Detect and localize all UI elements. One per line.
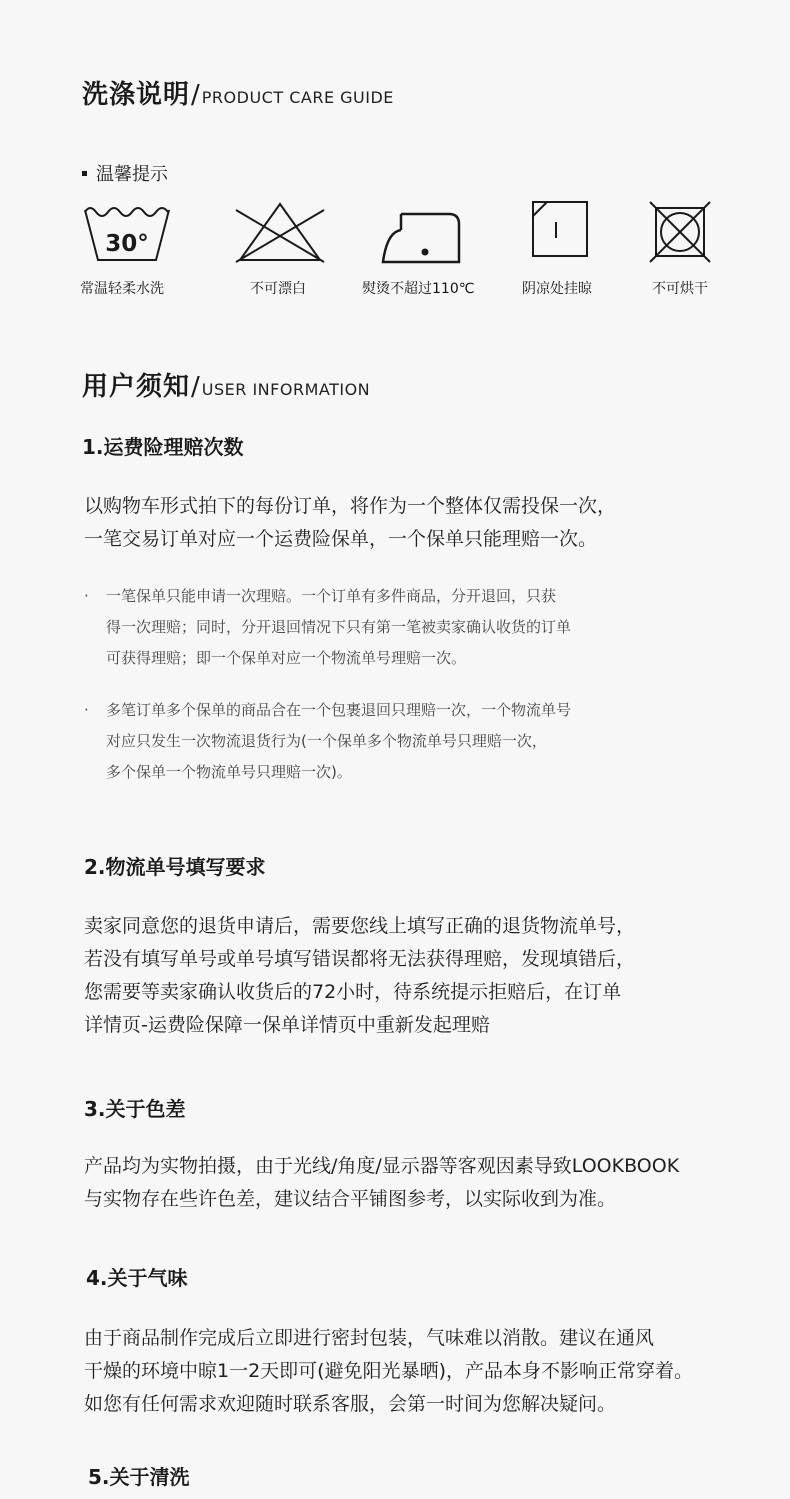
note-line: 可获得理赔；即一个保单对应一个物流单号理赔一次。	[106, 649, 467, 667]
section-5-title: 5.关于清洗	[88, 1465, 190, 1489]
paragraph-line: 干燥的环境中晾1一2天即可(避免阳光暴晒)，产品本身不影响正常穿着。	[84, 1360, 694, 1382]
section-3-title: 3.关于色差	[84, 1097, 186, 1121]
paragraph-line: 以购物车形式拍下的每份订单，将作为一个整体仅需投保一次，	[84, 495, 617, 517]
user-info-title-en: USER INFORMATION	[201, 380, 371, 399]
paragraph-line: 卖家同意您的退货申请后，需要您线上填写正确的退货物流单号，	[84, 915, 636, 937]
paragraph-line: 若没有填写单号或单号填写错误都将无法获得理赔，发现填错后，	[84, 948, 636, 970]
paragraph-line: 如您有任何需求欢迎随时联系客服，会第一时间为您解决疑问。	[84, 1393, 617, 1415]
paragraph-line: 与实物存在些许色差，建议结合平铺图参考，以实际收到为准。	[84, 1188, 617, 1210]
user-info-title: 用户须知/USER INFORMATION	[82, 372, 371, 402]
note-line: 多笔订单多个保单的商品合在一个包裹退回只理赔一次，一个物流单号	[106, 701, 572, 719]
line-dry-shade-icon	[531, 200, 591, 260]
note-line: 多个保单一个物流单号只理赔一次)。	[106, 763, 352, 781]
no-tumble-dry-icon	[648, 200, 712, 264]
section-2-paragraph	[84, 910, 635, 1042]
section-1-note-2	[84, 695, 571, 788]
iron-low-icon	[379, 200, 465, 264]
section-1-title: 1.运费险理赔次数	[82, 435, 244, 459]
wash-30-icon	[82, 200, 172, 262]
note-line: 一笔保单只能申请一次理赔。一个订单有多件商品，分开退回，只获	[106, 587, 557, 605]
paragraph-line: 产品均为实物拍摄，由于光线/角度/显示器等客观因素导致LOOKBOOK	[84, 1155, 680, 1177]
section-4-title: 4.关于气味	[86, 1266, 188, 1290]
paragraph-line: 您需要等卖家确认收货后的72小时，待系统提示拒赔后，在订单	[84, 981, 622, 1003]
paragraph-line: 一笔交易订单对应一个运费险保单，一个保单只能理赔一次。	[84, 528, 598, 550]
care-label-no-tumble: 不可烘干	[652, 281, 708, 297]
paragraph-line: 详情页-运费险保障一保单详情页中重新发起理赔	[84, 1014, 490, 1036]
paragraph-line: 由于商品制作完成后立即进行密封包装，气味难以消散。建议在通风	[84, 1327, 655, 1349]
care-label-iron: 熨烫不超过110℃	[362, 281, 475, 297]
care-label-line-dry: 阴凉处挂晾	[522, 281, 592, 297]
care-label-no-bleach: 不可漂白	[250, 281, 306, 297]
section-3-paragraph	[84, 1150, 679, 1216]
care-guide-title: 洗涤说明/PRODUCT CARE GUIDE	[82, 80, 394, 110]
tip-bullet-icon	[82, 171, 87, 176]
note-bullet: ·	[84, 701, 89, 719]
wash-temp-text: 30°	[105, 231, 149, 257]
care-guide-title-en: PRODUCT CARE GUIDE	[201, 88, 394, 107]
care-label-wash: 常温轻柔水洗	[80, 281, 164, 297]
note-bullet: ·	[84, 587, 89, 605]
section-1-paragraph	[84, 490, 616, 556]
note-line: 得一次理赔；同时，分开退回情况下只有第一笔被卖家确认收货的订单	[106, 618, 572, 636]
section-1-note-1	[84, 581, 571, 674]
section-4-paragraph	[84, 1322, 693, 1421]
no-bleach-icon	[232, 200, 328, 264]
tip-label: 温馨提示	[96, 164, 168, 185]
user-info-title-cn: 用户须知	[82, 372, 191, 402]
care-guide-title-cn: 洗涤说明	[82, 80, 191, 110]
note-line: 对应只发生一次物流退货行为(一个保单多个物流单号只理赔一次，	[106, 732, 547, 750]
tip-heading	[82, 160, 168, 186]
section-2-title: 2.物流单号填写要求	[84, 855, 266, 879]
